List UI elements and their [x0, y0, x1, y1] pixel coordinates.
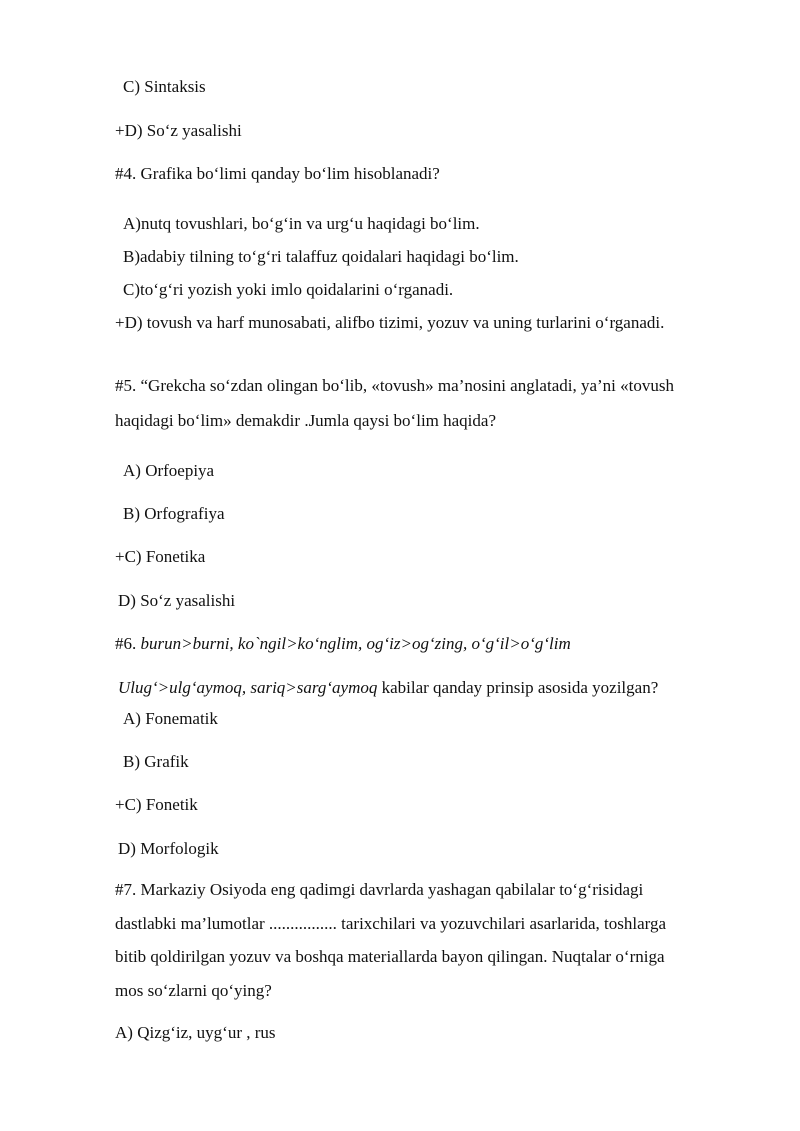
question-6-option-b: B) Grafik: [123, 752, 189, 771]
question-5-line-2: haqidagi bo‘lim» demakdir .Jumla qaysi bo‘lim haqida?: [115, 411, 496, 430]
question-6-option-c: +C) Fonetik: [115, 795, 198, 814]
question-6-line-2: [118, 677, 658, 699]
question-4-option-a: A)nutq tovushlari, bo‘g‘in va urg‘u haqidagi bo‘lim.: [123, 214, 480, 233]
question-4-option-d: +D) tovush va harf munosabati, alifbo tizimi, yozuv va uning turlarini o‘rganadi.: [115, 313, 665, 332]
question-6-examples-1: burun>burni, ko`ngil>ko‘nglim, og‘iz>og‘zing, o‘g‘il>o‘g‘lim: [140, 634, 571, 653]
question-5-option-b: B) Orfografiya: [123, 504, 225, 523]
question-5-option-c: +C) Fonetika: [115, 547, 206, 566]
question-7-line-3: bitib qoldirilgan yozuv va boshqa materiallarda bayon qilingan. Nuqtalar o‘rniga: [115, 947, 665, 966]
question-4-option-c: C)to‘g‘ri yozish yoki imlo qoidalarini o‘rganadi.: [123, 280, 454, 299]
question-6-option-a: A) Fonematik: [123, 709, 218, 728]
question-6-number: #6.: [115, 634, 141, 653]
question-6-examples-2: Ulug‘>ulg‘aymoq, sariq>sarg‘aymoq: [118, 678, 378, 697]
option-line: C) Sintaksis: [123, 77, 206, 96]
question-6-text: kabilar qanday prinsip asosida yozilgan?: [377, 678, 659, 697]
question-7-line-1: #7. Markaziy Osiyoda eng qadimgi davrlarda yashagan qabilalar to‘g‘risidagi: [115, 880, 644, 899]
question-7-line-4: mos so‘zlarni qo‘ying?: [115, 981, 272, 1000]
question-4: #4. Grafika bo‘limi qanday bo‘lim hisoblanadi?: [115, 164, 440, 183]
question-5-line-1: #5. “Grekcha so‘zdan olingan bo‘lib, «tovush» ma’nosini anglatadi, ya’ni «tovush: [115, 376, 674, 395]
question-6-option-d: D) Morfologik: [118, 839, 219, 858]
question-7-line-2: dastlabki ma’lumotlar ................ tarixchilari va yozuvchilari asarlarida, toshlarga: [115, 914, 667, 933]
question-7-option-a: A) Qizg‘iz, uyg‘ur , rus: [115, 1023, 276, 1042]
question-4-option-b: B)adabiy tilning to‘g‘ri talaffuz qoidalari haqidagi bo‘lim.: [123, 247, 519, 266]
question-5-option-a: A) Orfoepiya: [123, 461, 215, 480]
question-5-option-d: D) So‘z yasalishi: [118, 591, 236, 610]
question-6-line-1: [115, 633, 571, 655]
answer-line: +D) So‘z yasalishi: [115, 121, 242, 140]
